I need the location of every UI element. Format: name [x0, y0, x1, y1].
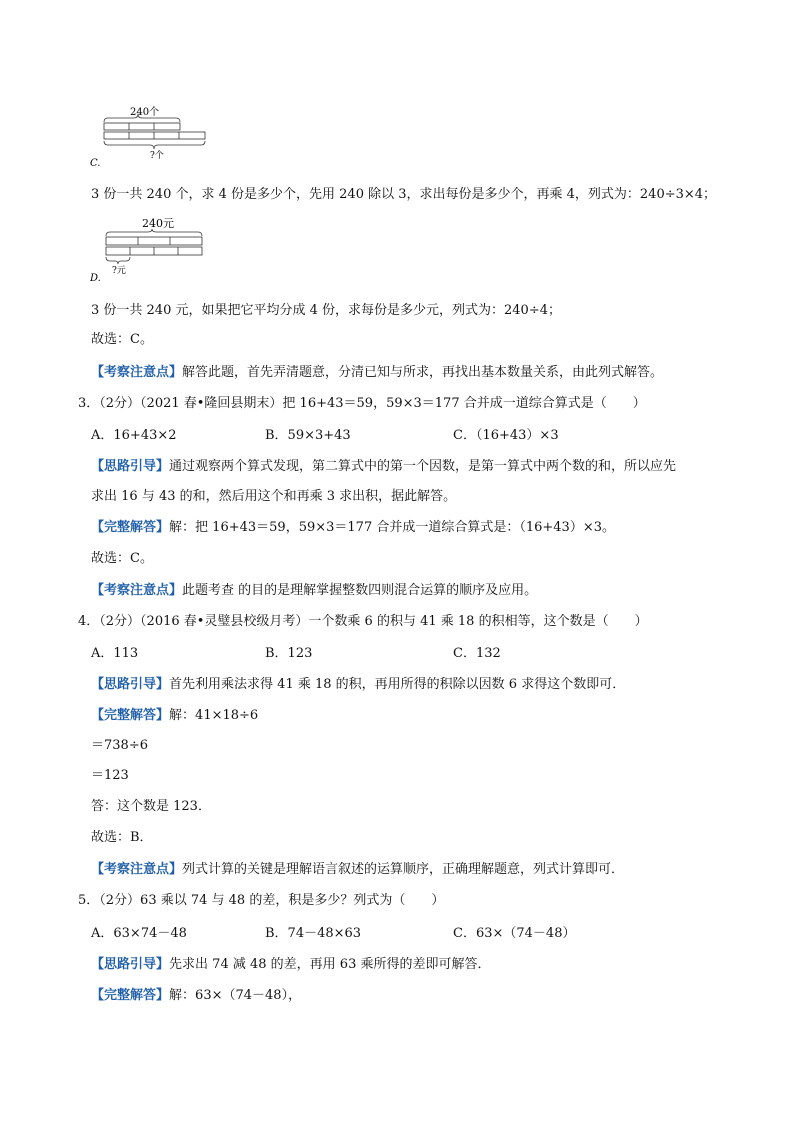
q4-solution-text: 解：41×18÷6: [169, 708, 259, 723]
q5-option-a: A．63×74－48: [91, 926, 187, 941]
q5-hint-text: 先求出 74 减 48 的差，再用 63 乘所得的差即可解答．: [169, 957, 491, 972]
bar-diagram-c-svg: [88, 104, 218, 168]
q5-hint-tag: 【 思路引导 】: [91, 957, 169, 972]
q3-note-text: 此题考查 的目的是理解掌握整数四则混合运算的顺序及应用。: [182, 583, 538, 598]
q4-option-b: B．123: [265, 646, 313, 661]
q4-hint: [91, 676, 625, 694]
q4-step-2: ＝123: [91, 768, 129, 783]
answer-q2: 故选：C。: [91, 332, 153, 347]
q4-hint-tag: 【 思路引导 】: [91, 677, 169, 692]
q3-option-a: A．16+43×2: [91, 428, 177, 443]
q5-stem: 5．（2分）63 乘以 74 与 48 的差，积是多少？列式为（ ）: [78, 893, 445, 908]
q4-hint-text: 首先利用乘法求得 41 乘 18 的积，再用所得的积除以因数 6 求得这个数即可．: [169, 677, 626, 692]
q3-options: [91, 427, 559, 445]
diagram-c-bottom-brace: [104, 141, 205, 149]
q3-hint-tag: 【 思路引导 】: [91, 459, 169, 474]
diagram-c-top-label: 240个: [130, 107, 160, 118]
q3-hint-line-2: 求出 16 与 43 的和，然后用这个和再乘 3 求出积，据此解答。: [91, 489, 457, 504]
diagram-d-bar-1: [106, 237, 202, 245]
bar-diagram-d-svg: [88, 214, 218, 284]
q3-hint-line-1: 通过观察两个算式发现，第二算式中的第一个因数，是第一算式中两个数的和，所以应先: [169, 459, 677, 474]
q4-note: [91, 861, 624, 879]
diagram-c-bar-1: [104, 123, 180, 130]
q3-answer: 故选：C。: [91, 551, 153, 566]
q4-options: [91, 645, 501, 663]
q4-answer: 故选：B．: [91, 830, 153, 845]
q3-option-c: C．（16+43）×3: [453, 428, 559, 443]
q4-solution-tag: 【 完整解答 】: [91, 708, 169, 723]
explanation-d: 3 份一共 240 元，如果把它平均分成 4 份，求每份是多少元，列式为：240÷4；: [91, 303, 561, 318]
q4-step-1: ＝738÷6: [91, 738, 148, 753]
bar-diagram-c: [88, 104, 218, 168]
q3-note-tag: 【 考察注意点 】: [91, 583, 182, 598]
q5-solution-tag: 【 完整解答 】: [91, 988, 169, 1003]
diagram-d-top-label: 240元: [142, 217, 174, 230]
q3-option-b: B．59×3+43: [265, 428, 351, 443]
q3-note: [91, 582, 537, 600]
diagram-d-bottom-label: ?元: [112, 266, 126, 276]
q4-stem: 4．（2分）（2016 春•灵璧县校级月考）一个数乘 6 的积与 41 乘 18 的积相等，这个数是（ ）: [78, 614, 648, 629]
q3-hint: [91, 458, 676, 476]
q5-hint: [91, 956, 490, 974]
q3-solution: [91, 519, 615, 537]
q4-note-text: 列式计算的关键是理解语言叙述的运算顺序，正确理解题意，列式计算即可．: [182, 862, 625, 877]
diagram-d-top-brace: [106, 229, 202, 236]
q3-stem: 3．（2分）（2021 春•隆回县期末）把 16+43＝59，59×3＝177 合并成一道综合算式是（ ）: [78, 396, 646, 411]
q3-solution-text: 解：把 16+43＝59，59×3＝177 合并成一道综合算式是：（16+43）×3。: [169, 520, 615, 535]
q5-options: [91, 925, 575, 943]
q4-option-c: C．132: [453, 646, 501, 661]
q4-option-a: A．113: [91, 646, 139, 661]
q5-option-c: C．63×（74－48）: [453, 926, 576, 941]
q5-option-b: B．74－48×63: [265, 926, 362, 941]
q4-solution: [91, 707, 258, 725]
diagram-c-bottom-label: ?个: [150, 151, 164, 161]
diagram-d-bottom-brace: [106, 257, 130, 264]
option-letter-d: D.: [90, 273, 101, 284]
q5-solution-text: 解：63×（74－48），: [169, 988, 302, 1003]
q4-note-tag: 【 考察注意点 】: [91, 862, 182, 877]
explanation-c: 3 份一共 240 个，求 4 份是多少个，先用 240 除以 3，求出每份是多少个，再乘 4，列式为：240÷3×4；: [91, 187, 717, 202]
note-q2: [91, 364, 663, 382]
diagram-c-bar-2: [104, 132, 205, 139]
q3-solution-tag: 【 完整解答 】: [91, 520, 169, 535]
bar-diagram-d: [88, 214, 218, 284]
q5-solution: [91, 987, 301, 1005]
note-q2-tag: 【 考察注意点 】: [91, 365, 182, 380]
note-q2-text: 解答此题，首先弄清题意，分清已知与所求，再找出基本数量关系，由此列式解答。: [182, 365, 664, 380]
q4-reply: 答：这个数是 123．: [91, 799, 211, 814]
option-letter-c: C.: [90, 158, 101, 168]
